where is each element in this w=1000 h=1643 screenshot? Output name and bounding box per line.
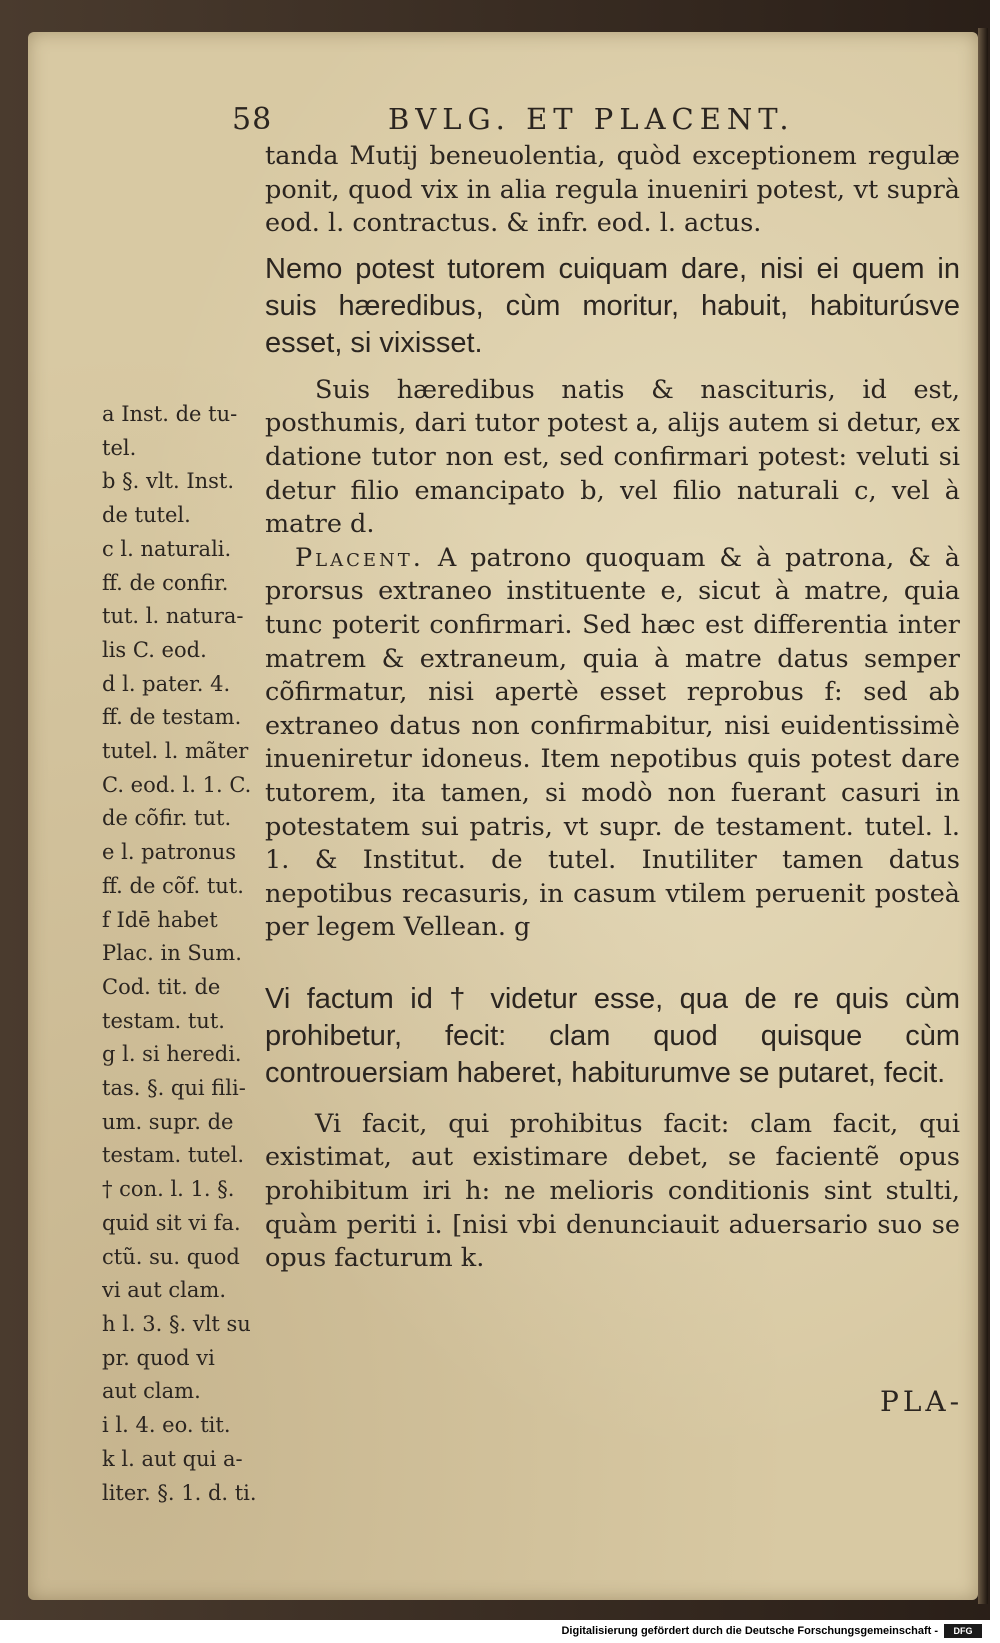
- margin-note-line: Cod. tit. de: [102, 974, 221, 999]
- margin-note-line: de tutel.: [102, 503, 191, 528]
- margin-note-line: aut clam.: [102, 1379, 201, 1404]
- margin-note-line: C. eod. l. 1. C.: [102, 772, 252, 797]
- margin-note-line: f Idē habet: [102, 907, 218, 932]
- margin-note-line: lis C. eod.: [102, 637, 207, 662]
- margin-note-line: ctũ. su. quod: [102, 1244, 240, 1269]
- margin-note-line: quid sit vi fa.: [102, 1210, 241, 1235]
- margin-note-line: c l. naturali.: [102, 536, 232, 561]
- margin-note-line: b §. vlt. Inst.: [102, 469, 235, 494]
- margin-note-line: ff. de testam.: [102, 705, 242, 730]
- body-paragraph-4: Vi facit, qui prohibitus facit: clam facit, qui existimat, aut existimare debet, se facientẽ opus prohibitum iri h: ne melioris conditionis sint stulti, quàm periti i. [nisi vbi denunciauit aduersario suo se opus facturum k.: [265, 1108, 960, 1274]
- rule-statement-1: Nemo potest tutorem cuiquam dare, nisi ei quem in suis hæredibus, cùm moritur, habuit, habiturúsve esset, si vixisset.: [265, 252, 960, 359]
- margin-note-line: de cõfir. tut.: [102, 806, 232, 831]
- main-text-column: [265, 140, 960, 1276]
- margin-note-line: a Inst. de tu-: [102, 402, 238, 426]
- margin-note-line: d l. pater. 4.: [102, 671, 231, 696]
- margin-note-line: k l. aut qui a-: [102, 1446, 243, 1471]
- footer-credit: Digitalisierung gefördert durch die Deutsche Forschungsgemeinschaft -: [561, 1625, 938, 1637]
- margin-note-line: testam. tut.: [102, 1008, 225, 1033]
- margin-note-line: e l. patronus: [102, 840, 237, 865]
- body-paragraph-3: [265, 542, 960, 945]
- margin-notes: [102, 398, 260, 1510]
- margin-note-line: liter. §. 1. d. ti.: [102, 1480, 257, 1505]
- margin-note-line: ff. de cõf. tut.: [102, 873, 244, 898]
- running-head: BVLG. ET PLACENT.: [388, 102, 795, 136]
- margin-note-line: † con. l. 1. §.: [102, 1177, 235, 1202]
- margin-note-line: testam. tutel.: [102, 1143, 245, 1168]
- page-edge: [978, 28, 988, 1604]
- catchword: PLA-: [880, 1385, 964, 1418]
- body-paragraph-3-text: A patrono quoquam & à patrona, & à prorsus extraneo instituente e, sicut à matre, quia tunc poterit confirmari. Sed hæc est differentia inter matrem & extraneum, quia à matre datus semper cõfirmatur, nisi apertè esset reprobus f: sed ab extraneo datus non confirmabitur, nisi euidentissimè inueniretur idoneus. Item nepotibus quis potest dare tutorem, ita tamen, si modò non fuerant casuri in potestatem sui patris, vt supr. de testament. tutel. l. 1. & Institut. de tutel. Inutiliter tamen datus nepotibus recasuris, in casum vtilem peruenit posteà per legem Vellean. g: [265, 542, 961, 943]
- page-number: 58: [232, 102, 273, 137]
- margin-note-line: i l. 4. eo. tit.: [102, 1413, 231, 1438]
- margin-note-line: tel.: [102, 435, 137, 460]
- margin-note-line: g l. si heredi.: [102, 1042, 242, 1067]
- margin-note-line: tutel. l. mãter: [102, 739, 249, 764]
- margin-note-line: Plac. in Sum.: [102, 941, 242, 966]
- margin-note-line: h l. 3. §. vlt su: [102, 1311, 251, 1336]
- placent-label: Placent.: [295, 542, 424, 573]
- margin-note-line: tut. l. natura-: [102, 604, 244, 629]
- body-paragraph-1: tanda Mutij beneuolentia, quòd exceptionem regulæ ponit, quod vix in alia regula inueniri potest, vt suprà eod. l. contractus. & infr. eod. l. actus.: [265, 141, 960, 239]
- margin-note-line: pr. quod vi: [102, 1345, 215, 1370]
- dfg-logo-icon: DFG: [944, 1624, 982, 1638]
- margin-note-line: tas. §. qui fili-: [102, 1076, 246, 1101]
- margin-note-line: vi aut clam.: [102, 1278, 227, 1303]
- margin-note-line: ff. de confir.: [102, 570, 229, 595]
- margin-note-line: um. supr. de: [102, 1109, 234, 1134]
- rule-statement-2: Vi factum id † videtur esse, qua de re quis cùm prohibetur, fecit: clam quod quisque cùm controuersiam haberet, habiturumve se putaret, fecit.: [265, 982, 960, 1089]
- body-paragraph-2: Suis hæredibus natis & nascituris, id est, posthumis, dari tutor potest a, alijs autem si detur, ex datione tutor non est, sed confirmari potest: veluti si detur filio emancipato b, vel filio naturali c, vel à matre d.: [265, 374, 960, 540]
